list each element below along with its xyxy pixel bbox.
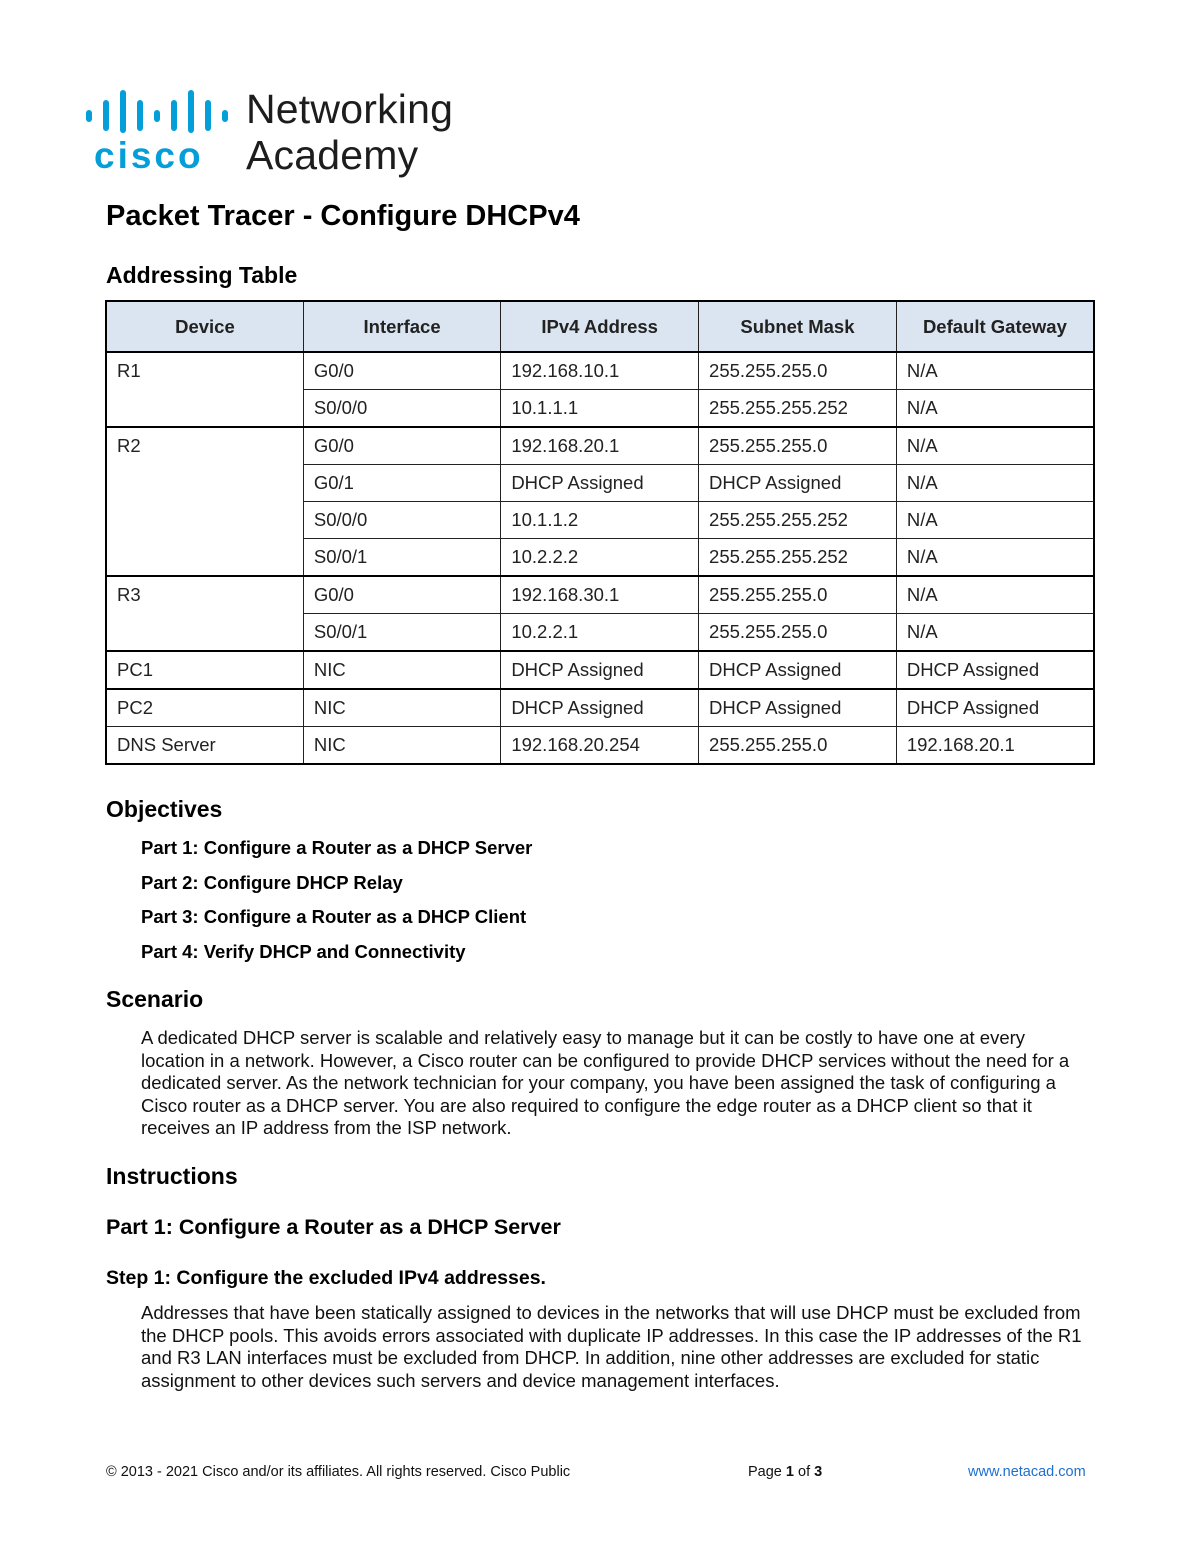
column-header: IPv4 Address	[501, 301, 699, 352]
column-header: Default Gateway	[896, 301, 1094, 352]
table-row	[106, 689, 1094, 727]
table-cell: NIC	[303, 689, 500, 727]
table-cell: 255.255.255.252	[699, 390, 897, 428]
table-cell: G0/1	[303, 465, 500, 502]
objective-item: Part 2: Configure DHCP Relay	[141, 871, 403, 893]
table-cell: S0/0/0	[303, 502, 500, 539]
table-cell: DHCP Assigned	[896, 689, 1094, 727]
table-cell: 255.255.255.0	[699, 427, 897, 465]
table-cell: N/A	[896, 352, 1094, 390]
table-cell: N/A	[896, 576, 1094, 614]
table-row	[106, 427, 1094, 465]
table-cell: NIC	[303, 651, 500, 689]
device-cell: R1	[106, 352, 303, 427]
table-cell: DHCP Assigned	[501, 689, 699, 727]
table-header-row	[106, 301, 1094, 352]
table-row	[106, 352, 1094, 390]
table-cell: N/A	[896, 539, 1094, 577]
table-cell: G0/0	[303, 427, 500, 465]
table-cell: G0/0	[303, 576, 500, 614]
scenario-paragraph: A dedicated DHCP server is scalable and relatively easy to manage but it can be costly to have one at every location in a network. However, a Cisco router can be configured to provide DHCP services without the need for a dedicated server. As the network technician for your company, you have been assigned the task of configuring a Cisco router as a DHCP server. You are also required to configure the edge router as a DHCP client so that it receives an IP address from the ISP network.	[141, 1027, 1070, 1138]
page-of: of	[798, 1464, 811, 1480]
table-cell: 10.2.2.1	[501, 614, 699, 652]
page-total: 3	[814, 1464, 823, 1480]
table-cell: DHCP Assigned	[896, 651, 1094, 689]
scenario-heading: Scenario	[106, 986, 204, 1012]
table-cell: S0/0/1	[303, 614, 500, 652]
instructions-heading: Instructions	[106, 1163, 238, 1189]
table-row	[106, 727, 1094, 765]
table-cell: N/A	[896, 390, 1094, 428]
objective-item: Part 3: Configure a Router as a DHCP Client	[141, 906, 527, 927]
objective-item: Part 1: Configure a Router as a DHCP Server	[141, 837, 533, 858]
table-cell: 255.255.255.0	[699, 614, 897, 652]
step1-heading: Step 1: Configure the excluded IPv4 addresses.	[106, 1267, 546, 1289]
device-cell: PC1	[106, 651, 303, 689]
addressing-table	[105, 300, 1095, 765]
footer-link-netacad[interactable]: www.netacad.com	[968, 1464, 1086, 1480]
table-cell: 192.168.10.1	[501, 352, 699, 390]
table-cell: N/A	[896, 614, 1094, 652]
table-cell: 255.255.255.0	[699, 576, 897, 614]
footer-page-number	[748, 1464, 822, 1480]
table-cell: N/A	[896, 427, 1094, 465]
table-cell: NIC	[303, 727, 500, 765]
table-cell: N/A	[896, 502, 1094, 539]
logo-wordmark-line1: Networking	[246, 86, 454, 132]
device-cell: R3	[106, 576, 303, 651]
table-cell: 255.255.255.0	[699, 727, 897, 765]
table-cell: 10.2.2.2	[501, 539, 699, 577]
table-cell: DHCP Assigned	[501, 465, 699, 502]
table-cell: S0/0/0	[303, 390, 500, 428]
part1-heading: Part 1: Configure a Router as a DHCP Server	[106, 1215, 561, 1239]
cisco-bars-icon	[86, 86, 236, 182]
column-header: Device	[106, 301, 303, 352]
table-cell: G0/0	[303, 352, 500, 390]
table-cell: DHCP Assigned	[699, 651, 897, 689]
table-cell: 255.255.255.252	[699, 502, 897, 539]
table-cell: DHCP Assigned	[699, 465, 897, 502]
table-cell: 10.1.1.2	[501, 502, 699, 539]
table-cell: DHCP Assigned	[501, 651, 699, 689]
table-cell: 192.168.20.1	[896, 727, 1094, 765]
svg-text:cisco: cisco	[94, 135, 204, 176]
table-cell: 255.255.255.0	[699, 352, 897, 390]
table-row	[106, 651, 1094, 689]
device-cell: DNS Server	[106, 727, 303, 765]
logo-wordmark-line2: Academy	[246, 132, 419, 178]
device-cell: R2	[106, 427, 303, 576]
table-cell: 192.168.20.1	[501, 427, 699, 465]
table-cell: 255.255.255.252	[699, 539, 897, 577]
document-title: Packet Tracer - Configure DHCPv4	[106, 200, 580, 232]
table-row	[106, 576, 1094, 614]
page-label: Page	[748, 1464, 782, 1480]
objectives-heading: Objectives	[106, 796, 223, 822]
column-header: Interface	[303, 301, 500, 352]
device-cell: PC2	[106, 689, 303, 727]
table-cell: DHCP Assigned	[699, 689, 897, 727]
addressing-table-heading: Addressing Table	[106, 262, 298, 288]
table-cell: S0/0/1	[303, 539, 500, 577]
objective-item: Part 4: Verify DHCP and Connectivity	[141, 940, 466, 962]
step1-paragraph: Addresses that have been statically assigned to devices in the networks that will use DHCP must be excluded from the DHCP pools. This avoids errors associated with duplicate IP addresses. In this case the IP addresses of the R1 and R3 LAN interfaces must be excluded from DHCP. In addition, nine other addresses are excluded for static assignment to other devices such servers and device management interfaces.	[141, 1302, 1082, 1391]
table-cell: 192.168.20.254	[501, 727, 699, 765]
cisco-networking-academy-logo	[86, 86, 476, 182]
footer-copyright: © 2013 - 2021 Cisco and/or its affiliates. All rights reserved. Cisco Public	[106, 1464, 571, 1480]
table-cell: 192.168.30.1	[501, 576, 699, 614]
table-cell: 10.1.1.1	[501, 390, 699, 428]
objectives-list	[141, 836, 532, 974]
logo-wordmark	[246, 86, 453, 178]
table-cell: N/A	[896, 465, 1094, 502]
page-current: 1	[785, 1464, 794, 1480]
column-header: Subnet Mask	[699, 301, 897, 352]
